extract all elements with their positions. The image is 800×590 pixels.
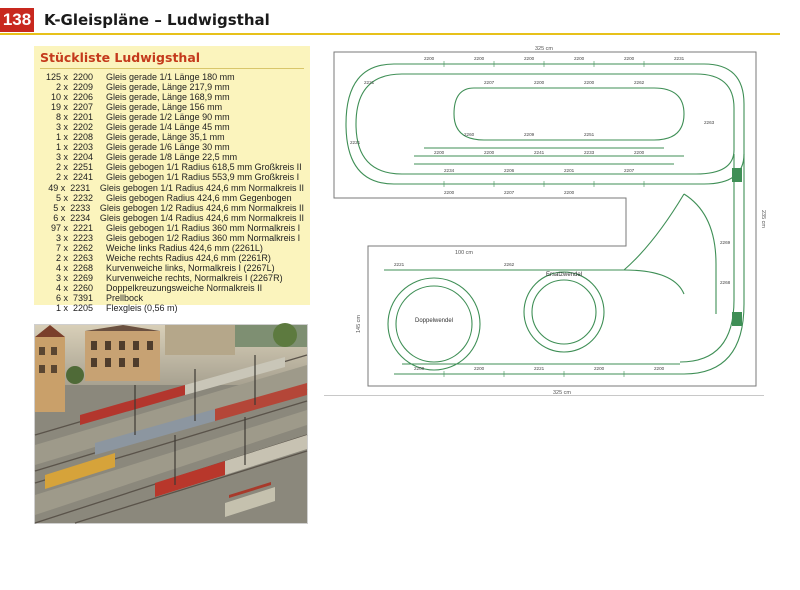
svg-text:2221: 2221 [394, 262, 405, 267]
parts-list-rows [40, 72, 304, 313]
svg-text:2221: 2221 [534, 366, 545, 371]
parts-qty: 2 x [55, 172, 68, 183]
parts-qty: 3 x [55, 232, 68, 243]
parts-description: Gleis gebogen 1/4 Radius 424,6 mm Normalkreis II [99, 212, 304, 223]
parts-qty: 7 x [55, 242, 68, 253]
svg-text:2200: 2200 [594, 366, 605, 371]
parts-description: Gleis gebogen 1/2 Radius 360 mm Normalkreis I [106, 232, 301, 243]
dim-top: 325 cm [534, 46, 554, 52]
title-rule [0, 33, 780, 35]
parts-list-row [40, 293, 304, 303]
parts-qty: 3 x [55, 272, 68, 283]
dim-bottom: 325 cm [552, 390, 572, 396]
parts-qty: 1 x [55, 142, 68, 153]
parts-description: Gleis gerade 1/1 Länge 180 mm [106, 72, 235, 82]
parts-qty: 125 x [45, 72, 68, 82]
parts-description: Gleis gerade, Länge 217,9 mm [106, 82, 230, 93]
svg-text:2207: 2207 [504, 190, 515, 195]
svg-text:2233: 2233 [584, 150, 595, 155]
layout-photo-illustration [35, 325, 307, 523]
parts-qty: 2 x [55, 82, 68, 93]
parts-qty: 4 x [55, 262, 68, 273]
parts-description: Gleis gerade, Länge 156 mm [106, 102, 223, 113]
parts-list-row [40, 203, 304, 213]
parts-list-row [40, 243, 304, 253]
parts-article-number: 2201 [73, 112, 94, 123]
layout-photo [34, 324, 308, 524]
svg-text:2200: 2200 [434, 150, 445, 155]
board-outline [334, 52, 756, 386]
parts-qty: 8 x [55, 112, 68, 123]
parts-description: Gleis gerade 1/8 Länge 22,5 mm [106, 152, 238, 163]
svg-text:2200: 2200 [584, 80, 595, 85]
parts-list-row [40, 263, 304, 273]
svg-text:2200: 2200 [474, 366, 485, 371]
parts-article-number: 2233 [70, 202, 91, 213]
parts-list-row [40, 72, 304, 82]
svg-text:2200: 2200 [444, 190, 455, 195]
parts-article-number: 2234 [70, 212, 91, 223]
parts-list-row [40, 183, 304, 193]
parts-article-number: 2260 [73, 282, 94, 293]
svg-text:2200: 2200 [654, 366, 665, 371]
parts-list-row [40, 223, 304, 233]
parts-article-number: 2241 [73, 172, 94, 183]
parts-article-number: 7391 [73, 293, 94, 304]
parts-description: Weiche rechts Radius 424,6 mm (2261R) [106, 252, 271, 263]
parts-article-number: 2204 [73, 152, 94, 163]
parts-list-row [40, 112, 304, 122]
track-ticks [444, 61, 644, 377]
parts-qty: 19 x [50, 102, 68, 113]
svg-text:2200: 2200 [424, 56, 435, 61]
parts-description: Gleis gebogen 1/1 Radius 553,9 mm Großkreis I [106, 172, 300, 183]
parts-description: Gleis gebogen 1/1 Radius 360 mm Normalkreis I [106, 222, 301, 233]
parts-article-number: 2209 [73, 82, 94, 93]
label-doppelwendel: Doppelwendel [414, 318, 454, 324]
svg-text:2221: 2221 [364, 80, 375, 85]
svg-text:2207: 2207 [484, 80, 495, 85]
svg-text:2200: 2200 [634, 150, 645, 155]
parts-description: Doppelkreuzungsweiche Normalkreis II [106, 282, 263, 293]
parts-list-box [34, 46, 310, 314]
svg-text:2269: 2269 [720, 240, 731, 245]
parts-article-number: 2208 [73, 132, 94, 143]
parts-article-number: 2251 [73, 162, 94, 173]
svg-text:2268: 2268 [720, 280, 731, 285]
parts-list-row [40, 273, 304, 283]
svg-text:2200: 2200 [534, 80, 545, 85]
parts-description: Gleis gerade, Länge 168,9 mm [106, 92, 230, 103]
svg-text:2207: 2207 [624, 168, 635, 173]
dim-mid-left: 100 cm [454, 250, 474, 256]
track-lines [346, 64, 744, 374]
parts-qty: 6 x [53, 212, 66, 223]
dim-right: 235 cm [760, 209, 766, 229]
parts-description: Kurvenweiche rechts, Normalkreis I (2267R) [106, 272, 283, 283]
parts-qty: 5 x [53, 202, 66, 213]
parts-qty: 49 x [48, 182, 66, 193]
parts-qty: 97 x [50, 222, 68, 233]
svg-text:2263: 2263 [704, 120, 715, 125]
parts-article-number: 2205 [73, 303, 94, 314]
parts-qty: 2 x [55, 162, 68, 173]
parts-list-row [40, 213, 304, 223]
svg-text:2262: 2262 [634, 80, 645, 85]
page-number: 138 [0, 8, 34, 32]
parts-qty: 10 x [50, 92, 68, 103]
parts-description: Gleis gebogen 1/1 Radius 424,6 mm Normalkreis II [99, 182, 304, 193]
svg-text:2206: 2206 [504, 168, 515, 173]
parts-list-row [40, 132, 304, 142]
parts-article-number: 2262 [73, 242, 94, 253]
parts-article-number: 2232 [73, 192, 94, 203]
parts-article-number: 2268 [73, 262, 94, 273]
svg-text:2200: 2200 [524, 56, 535, 61]
parts-article-number: 2223 [73, 232, 94, 243]
svg-text:2209: 2209 [524, 132, 535, 137]
parts-article-number: 2207 [73, 102, 94, 113]
page-title: K-Gleispläne – Ludwigsthal [44, 11, 270, 29]
parts-description: Weiche links Radius 424,6 mm (2261L) [106, 242, 263, 253]
svg-text:2251: 2251 [584, 132, 595, 137]
parts-description: Gleis gerade 1/4 Länge 45 mm [106, 122, 230, 133]
svg-text:2260: 2260 [464, 132, 475, 137]
parts-list-row [40, 253, 304, 263]
svg-text:2201: 2201 [564, 168, 575, 173]
svg-text:2200: 2200 [474, 56, 485, 61]
svg-text:2200: 2200 [564, 190, 575, 195]
parts-qty: 1 x [55, 303, 68, 314]
parts-list-row [40, 142, 304, 152]
parts-list-row [40, 193, 304, 203]
parts-qty: 6 x [55, 293, 68, 304]
svg-text:2234: 2234 [444, 168, 455, 173]
track-number-labels [350, 56, 731, 371]
parts-description: Gleis gerade 1/2 Länge 90 mm [106, 112, 230, 123]
svg-text:2200: 2200 [574, 56, 585, 61]
svg-text:2200: 2200 [484, 150, 495, 155]
parts-list-row [40, 283, 304, 293]
parts-article-number: 2269 [73, 272, 94, 283]
parts-article-number: 2206 [73, 92, 94, 103]
parts-article-number: 2221 [73, 222, 94, 233]
parts-description: Flexgleis (0,56 m) [106, 303, 178, 314]
parts-description: Gleis gebogen 1/1 Radius 618,5 mm Großkreis II [106, 162, 302, 173]
parts-list-heading: Stückliste Ludwigsthal [40, 50, 304, 69]
parts-description: Gleis gerade 1/6 Länge 30 mm [106, 142, 230, 153]
svg-text:2221: 2221 [350, 140, 361, 145]
track-plan [324, 44, 764, 396]
parts-list-row [40, 82, 304, 92]
parts-list-row [40, 92, 304, 102]
parts-list-row [40, 152, 304, 162]
parts-description: Gleis gebogen 1/2 Radius 424,6 mm Normalkreis II [99, 202, 304, 213]
parts-qty: 5 x [55, 192, 68, 203]
parts-list-row [40, 122, 304, 132]
svg-text:2241: 2241 [534, 150, 545, 155]
label-ersatzwendel: Ersatzwendel [545, 272, 583, 278]
parts-qty: 1 x [55, 132, 68, 143]
parts-list-row [40, 303, 304, 313]
dim-left: 145 cm [356, 314, 362, 334]
parts-list-row [40, 162, 304, 172]
svg-text:2231: 2231 [674, 56, 685, 61]
svg-text:2200: 2200 [414, 366, 425, 371]
parts-article-number: 2200 [73, 72, 94, 82]
parts-list-row [40, 102, 304, 112]
parts-article-number: 2202 [73, 122, 94, 133]
track-plan-drawing [324, 44, 764, 396]
svg-text:2262: 2262 [504, 262, 515, 267]
parts-article-number: 2231 [70, 182, 91, 193]
parts-list-row [40, 172, 304, 182]
parts-qty: 2 x [55, 252, 68, 263]
parts-description: Gleis gebogen Radius 424,6 mm Gegenbogen [106, 192, 292, 203]
parts-description: Gleis gerade, Länge 35,1 mm [106, 132, 225, 143]
parts-article-number: 2263 [73, 252, 94, 263]
parts-article-number: 2203 [73, 142, 94, 153]
parts-qty: 3 x [55, 122, 68, 133]
parts-description: Prellbock [106, 293, 144, 304]
parts-qty: 4 x [55, 282, 68, 293]
parts-qty: 3 x [55, 152, 68, 163]
parts-description: Kurvenweiche links, Normalkreis I (2267L) [106, 262, 275, 273]
parts-list-row [40, 233, 304, 243]
svg-text:2200: 2200 [624, 56, 635, 61]
